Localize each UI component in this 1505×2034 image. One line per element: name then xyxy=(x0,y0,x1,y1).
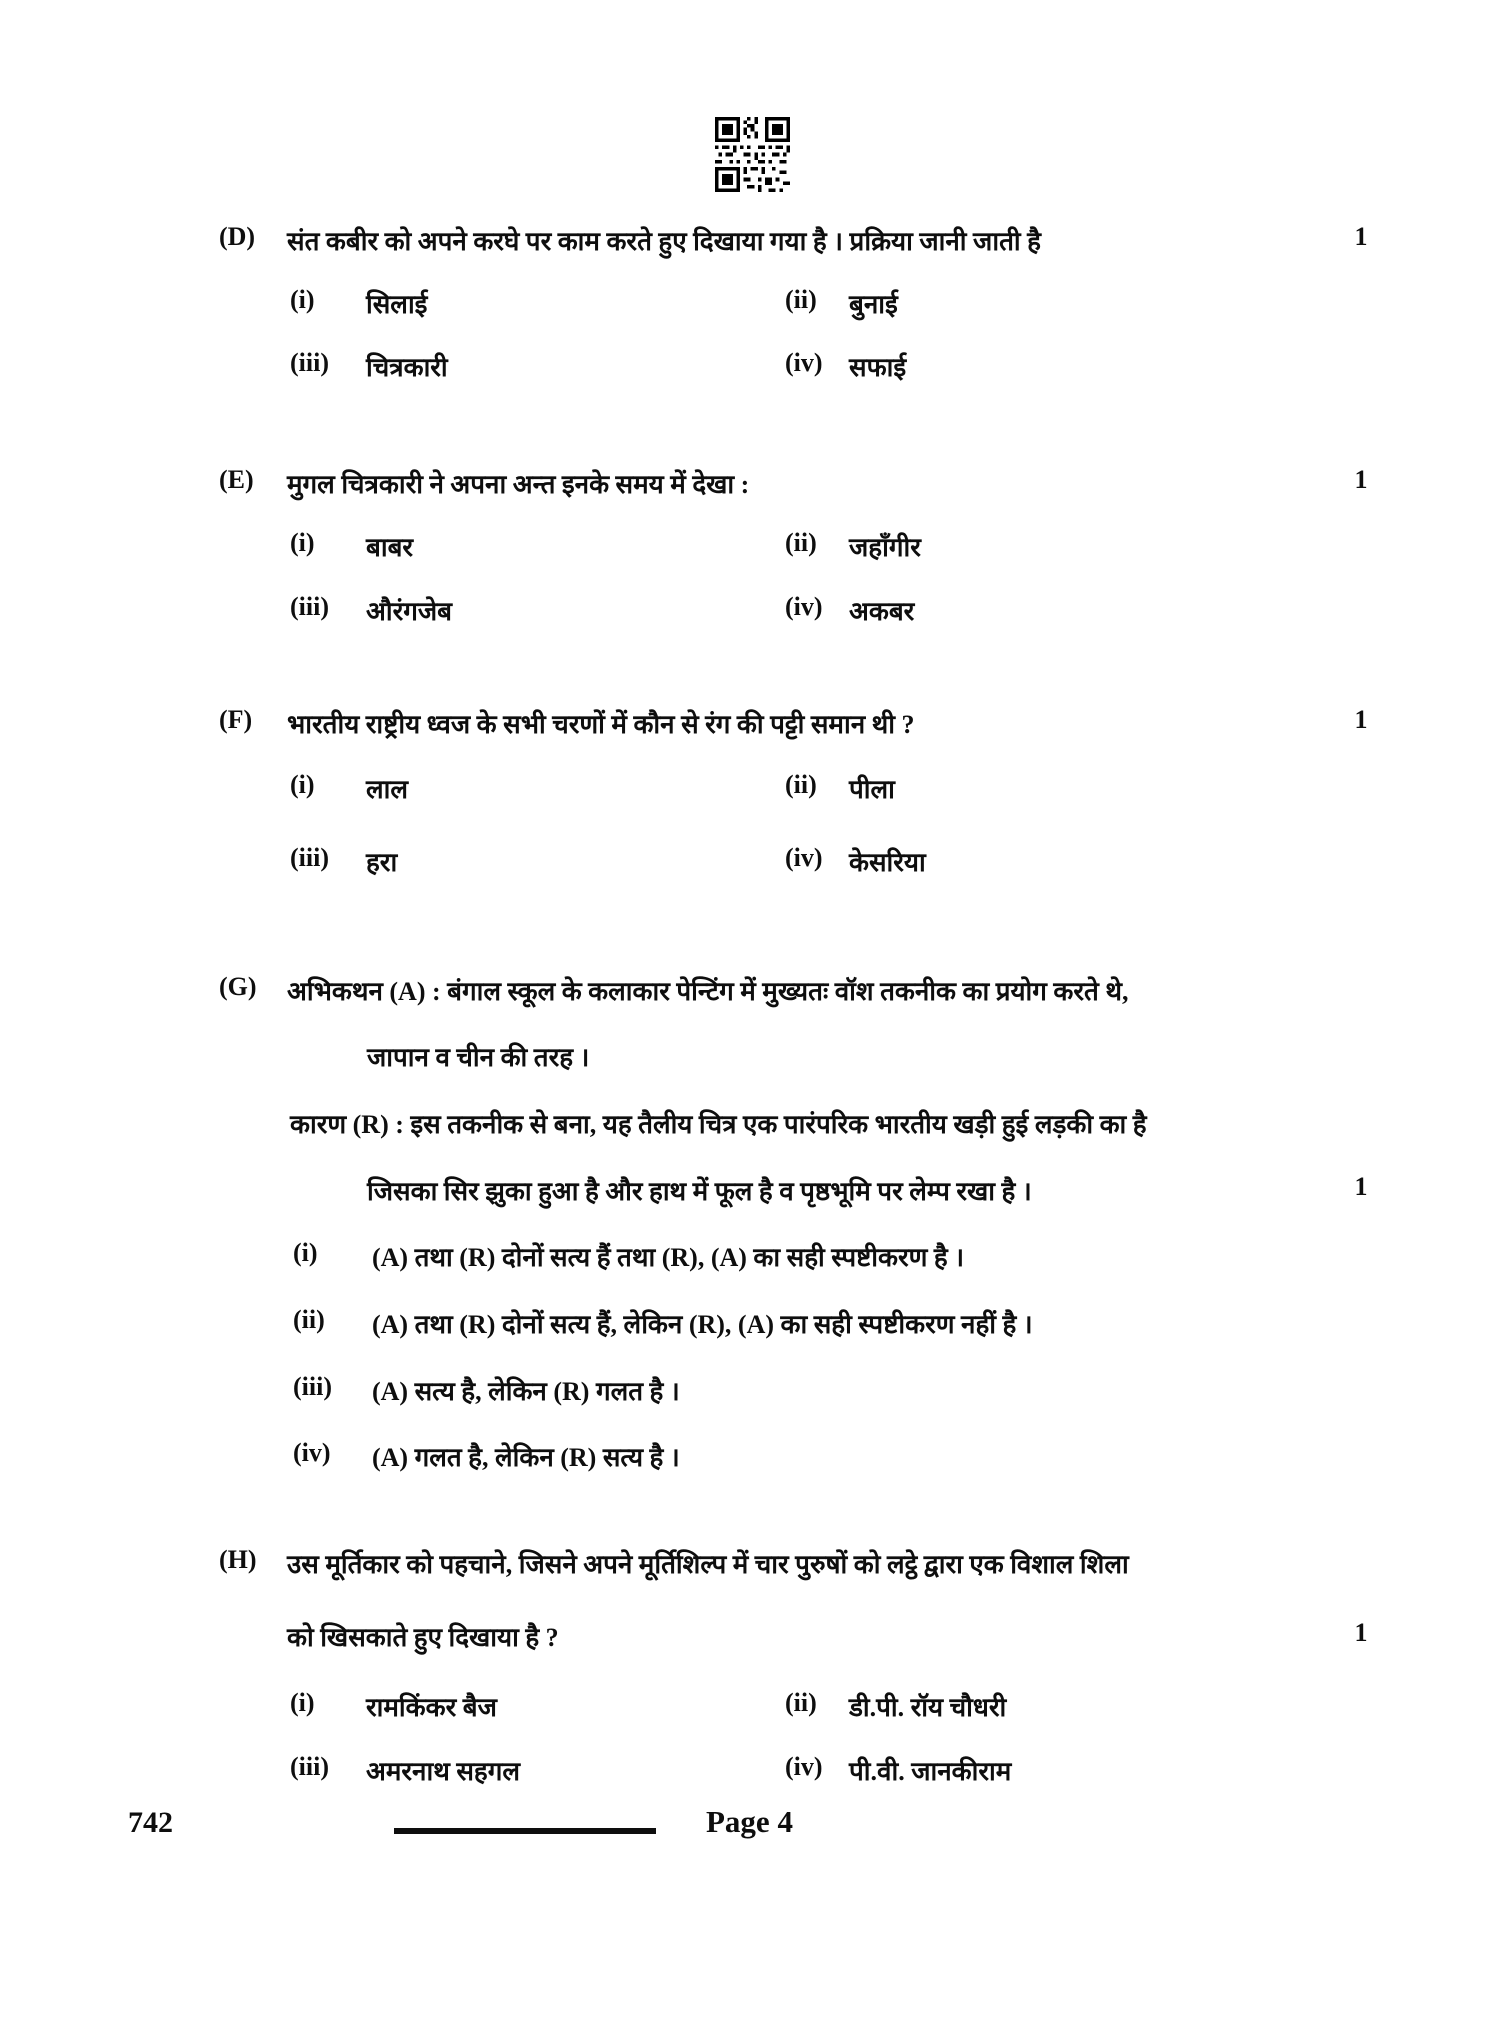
option-text: बुनाई xyxy=(849,290,898,319)
question-g-option-ii xyxy=(0,1305,1505,1349)
question-d-options-row-1 xyxy=(0,285,1505,329)
question-d xyxy=(0,222,1505,266)
option-text: लाल xyxy=(366,775,408,804)
question-g-option-i xyxy=(0,1238,1505,1282)
option-number: (iii) xyxy=(293,1372,332,1401)
option-text: सफाई xyxy=(849,353,907,382)
option-text: औरंगजेब xyxy=(366,597,453,626)
option-number: (ii) xyxy=(785,1688,817,1717)
footer-divider-line xyxy=(394,1828,656,1834)
question-f-options-row-2 xyxy=(0,843,1505,887)
option-number: (i) xyxy=(293,1238,318,1267)
marks-value: 1 xyxy=(1354,1172,1368,1201)
question-text: मुगल चित्रकारी ने अपना अन्त इनके समय में देखा : xyxy=(287,470,750,499)
option-text: केसरिया xyxy=(849,848,926,877)
assertion-text: अभिकथन (A) : बंगाल स्कूल के कलाकार पेन्टिंग में मुख्यतः वॉश तकनीक का प्रयोग करते थे, xyxy=(287,977,1129,1006)
option-number: (iv) xyxy=(785,843,823,872)
question-g-assertion-line-2 xyxy=(0,1038,1505,1082)
question-h-options-row-1 xyxy=(0,1688,1505,1732)
question-g-option-iv xyxy=(0,1438,1505,1482)
option-number: (iii) xyxy=(290,843,329,872)
question-h-line-2 xyxy=(0,1618,1505,1662)
reason-text-continued: जिसका सिर झुका हुआ है और हाथ में फूल है व पृष्ठभूमि पर लेम्प रखा है । xyxy=(367,1177,1032,1206)
option-text: (A) तथा (R) दोनों सत्य हैं, लेकिन (R), (A) का सही स्पष्टीकरण नहीं है । xyxy=(372,1310,1033,1339)
question-h-line-1 xyxy=(0,1545,1505,1589)
question-h-options-row-2 xyxy=(0,1752,1505,1796)
option-number: (iv) xyxy=(785,592,823,621)
option-number: (i) xyxy=(290,1688,315,1717)
option-number: (iii) xyxy=(290,592,329,621)
option-text: डी.पी. रॉय चौधरी xyxy=(849,1693,1007,1722)
question-text: भारतीय राष्ट्रीय ध्वज के सभी चरणों में कौन से रंग की पट्टी समान थी ? xyxy=(287,710,915,739)
question-e xyxy=(0,465,1505,509)
option-number: (i) xyxy=(290,285,315,314)
question-e-options-row-2 xyxy=(0,592,1505,636)
option-text: (A) तथा (R) दोनों सत्य हैं तथा (R), (A) का सही स्पष्टीकरण है । xyxy=(372,1243,965,1272)
question-label: (G) xyxy=(219,972,257,1001)
question-text: संत कबीर को अपने करघे पर काम करते हुए दिखाया गया है । प्रक्रिया जानी जाती है xyxy=(287,227,1041,256)
option-number: (iv) xyxy=(293,1438,331,1467)
question-label: (E) xyxy=(219,465,254,494)
option-number: (ii) xyxy=(293,1305,325,1334)
footer-page-number: Page 4 xyxy=(706,1804,793,1839)
question-label: (D) xyxy=(219,222,256,251)
option-text: चित्रकारी xyxy=(366,353,448,382)
question-g-reason-line-1 xyxy=(0,1105,1505,1149)
option-number: (i) xyxy=(290,528,315,557)
option-text: (A) गलत है, लेकिन (R) सत्य है । xyxy=(372,1443,680,1472)
reason-text: कारण (R) : इस तकनीक से बना, यह तैलीय चित्र एक पारंपरिक भारतीय खड़ी हुई लड़की का है xyxy=(290,1110,1147,1139)
question-text: उस मूर्तिकार को पहचाने, जिसने अपने मूर्तिशिल्प में चार पुरुषों को लट्ठे द्वारा एक विशाल शिला xyxy=(287,1550,1129,1579)
option-text: अकबर xyxy=(849,597,915,626)
marks-value: 1 xyxy=(1354,465,1368,494)
question-f xyxy=(0,705,1505,749)
footer-paper-code: 742 xyxy=(128,1806,173,1839)
option-number: (ii) xyxy=(785,770,817,799)
option-number: (iii) xyxy=(290,1752,329,1781)
option-number: (ii) xyxy=(785,528,817,557)
option-number: (iv) xyxy=(785,1752,823,1781)
question-g-reason-line-2 xyxy=(0,1172,1505,1216)
option-text: पी.वी. जानकीराम xyxy=(849,1757,1012,1786)
option-text: पीला xyxy=(849,775,895,804)
marks-value: 1 xyxy=(1354,1618,1368,1647)
option-number: (iv) xyxy=(785,348,823,377)
option-number: (ii) xyxy=(785,285,817,314)
assertion-text-continued: जापान व चीन की तरह । xyxy=(367,1043,590,1072)
question-label: (F) xyxy=(219,705,253,734)
question-text-continued: को खिसकाते हुए दिखाया है ? xyxy=(287,1623,559,1652)
question-label: (H) xyxy=(219,1545,257,1574)
marks-value: 1 xyxy=(1354,222,1368,251)
option-text: जहाँगीर xyxy=(849,533,921,562)
qr-code xyxy=(715,116,790,193)
option-text: रामकिंकर बैज xyxy=(366,1693,497,1722)
marks-value: 1 xyxy=(1354,705,1368,734)
question-f-options-row-1 xyxy=(0,770,1505,814)
option-text: (A) सत्य है, लेकिन (R) गलत है । xyxy=(372,1377,680,1406)
option-number: (iii) xyxy=(290,348,329,377)
question-e-options-row-1 xyxy=(0,528,1505,572)
option-text: सिलाई xyxy=(366,290,428,319)
option-text: अमरनाथ सहगल xyxy=(366,1757,520,1786)
question-d-options-row-2 xyxy=(0,348,1505,392)
question-g-assertion-line-1 xyxy=(0,972,1505,1016)
option-number: (i) xyxy=(290,770,315,799)
question-g-option-iii xyxy=(0,1372,1505,1416)
option-text: हरा xyxy=(366,848,398,877)
option-text: बाबर xyxy=(366,533,414,562)
